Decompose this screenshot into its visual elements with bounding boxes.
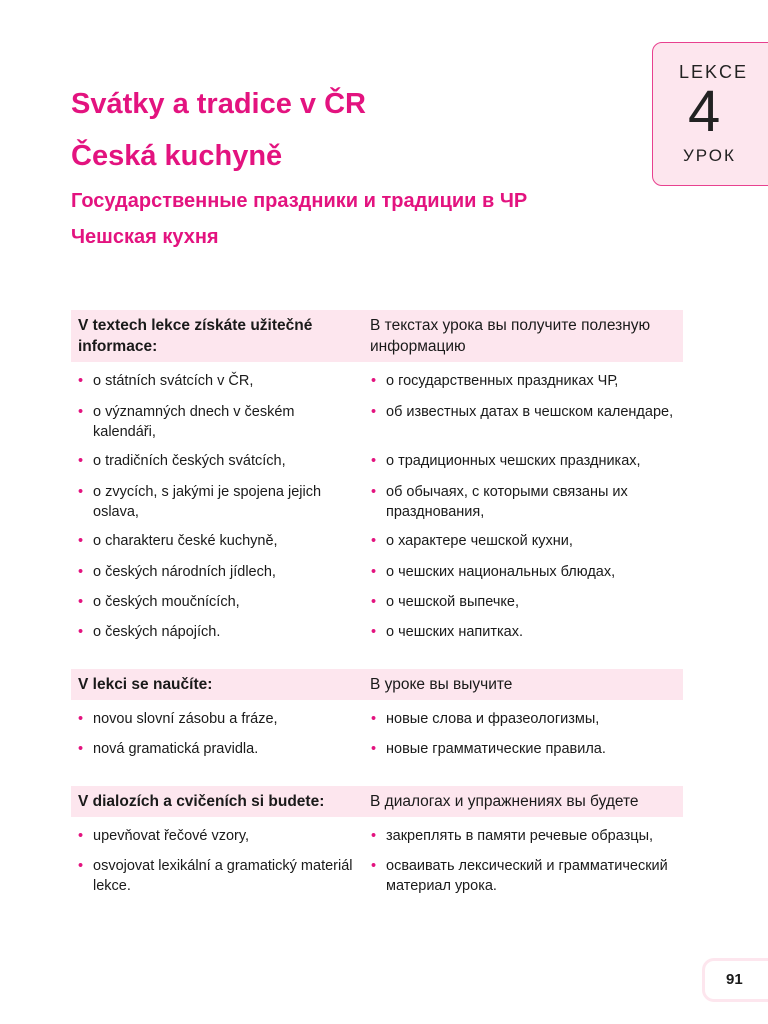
list-item: • o charakteru české kuchyně, bbox=[93, 532, 353, 552]
section-header-cz: V textech lekce získáte užitečné informace: bbox=[78, 317, 313, 355]
list-item: • o zvycích, s jakými je spojena jejich oslava, bbox=[78, 484, 322, 520]
list-item: • об известных датах в чешском календаре, bbox=[386, 403, 676, 423]
lesson-label-cz: LEKCE bbox=[679, 62, 749, 82]
bullet-icon: • bbox=[371, 711, 377, 727]
bullet-icon: • bbox=[78, 741, 84, 757]
bullet-icon: • bbox=[78, 624, 84, 640]
page-number: 91 bbox=[726, 971, 743, 988]
bullet-icon: • bbox=[78, 484, 84, 500]
bullet-icon: • bbox=[78, 404, 84, 420]
bullet-icon: • bbox=[371, 373, 377, 389]
section-header-cz: V lekci se naučíte: bbox=[78, 676, 213, 693]
list-item: • o státních svátcích v ČR, bbox=[93, 372, 353, 392]
list-item: • о чешских напитках. bbox=[386, 623, 676, 643]
bullet-icon: • bbox=[371, 858, 377, 874]
lesson-number-box bbox=[652, 42, 768, 186]
section-header-texts bbox=[71, 310, 683, 362]
bullet-icon: • bbox=[371, 624, 377, 640]
bullet-icon: • bbox=[78, 594, 84, 610]
bullet-icon: • bbox=[371, 533, 377, 549]
list-item: • новые грамматические правила. bbox=[386, 740, 676, 760]
bullet-icon: • bbox=[371, 404, 377, 420]
list-item: • o českých národních jídlech, bbox=[93, 563, 353, 583]
list-item: • о государственных праздниках ЧР, bbox=[386, 372, 676, 392]
list-item: • закреплять в памяти речевые образцы, bbox=[386, 827, 676, 847]
lesson-label-ru: УРОК bbox=[683, 146, 736, 165]
section-header-ru: В текстах урока вы получите полезную информацию bbox=[370, 317, 651, 355]
bullet-icon: • bbox=[371, 564, 377, 580]
bullet-icon: • bbox=[78, 828, 84, 844]
section-header-ru: В уроке вы выучите bbox=[370, 676, 513, 693]
title-cz-holidays: Svátky a tradice v ČR bbox=[71, 88, 366, 120]
title-cz-cuisine: Česká kuchyně bbox=[71, 140, 283, 172]
section-header-learn bbox=[71, 669, 683, 700]
list-item: • upevňovat řečové vzory, bbox=[93, 827, 353, 847]
bullet-icon: • bbox=[78, 533, 84, 549]
list-item: • o významných dnech v českém kalendáři, bbox=[78, 404, 295, 440]
list-item: • о чешской выпечке, bbox=[386, 593, 676, 613]
list-item: • nová gramatická pravidla. bbox=[93, 740, 353, 760]
bullet-icon: • bbox=[78, 453, 84, 469]
page-number-box bbox=[702, 958, 768, 1002]
bullet-icon: • bbox=[371, 594, 377, 610]
bullet-icon: • bbox=[371, 741, 377, 757]
list-item: • осваивать лексический и грамматический материал урока. bbox=[371, 858, 668, 894]
list-item: • об обычаях, с которыми связаны их празднования, bbox=[371, 484, 628, 520]
bullet-icon: • bbox=[78, 373, 84, 389]
bullet-icon: • bbox=[371, 453, 377, 469]
list-item: • о характере чешской кухни, bbox=[386, 532, 676, 552]
list-item: • novou slovní zásobu a fráze, bbox=[93, 710, 353, 730]
list-item: • o tradičních českých svátcích, bbox=[93, 452, 353, 472]
bullet-icon: • bbox=[78, 564, 84, 580]
section-header-ru: В диалогах и упражнениях вы будете bbox=[370, 793, 639, 810]
bullet-icon: • bbox=[371, 828, 377, 844]
lesson-number: 4 bbox=[688, 79, 721, 144]
section-header-dialogs bbox=[71, 786, 683, 817]
bullet-icon: • bbox=[78, 858, 84, 874]
list-item: • о чешских национальных блюдах, bbox=[386, 563, 676, 583]
list-item: • о традиционных чешских праздниках, bbox=[386, 452, 676, 472]
list-item: • o českých nápojích. bbox=[93, 623, 353, 643]
list-item: • osvojovat lexikální a gramatický materiál lekce. bbox=[78, 858, 353, 894]
list-item: • o českých moučnících, bbox=[93, 593, 353, 613]
bullet-icon: • bbox=[78, 711, 84, 727]
title-ru-cuisine: Чешская кухня bbox=[71, 226, 219, 248]
bullet-icon: • bbox=[371, 484, 377, 500]
title-ru-holidays: Государственные праздники и традиции в ЧР bbox=[71, 190, 528, 212]
section-header-cz: V dialozích a cvičeních si budete: bbox=[78, 793, 325, 810]
list-item: • новые слова и фразеологизмы, bbox=[386, 710, 676, 730]
